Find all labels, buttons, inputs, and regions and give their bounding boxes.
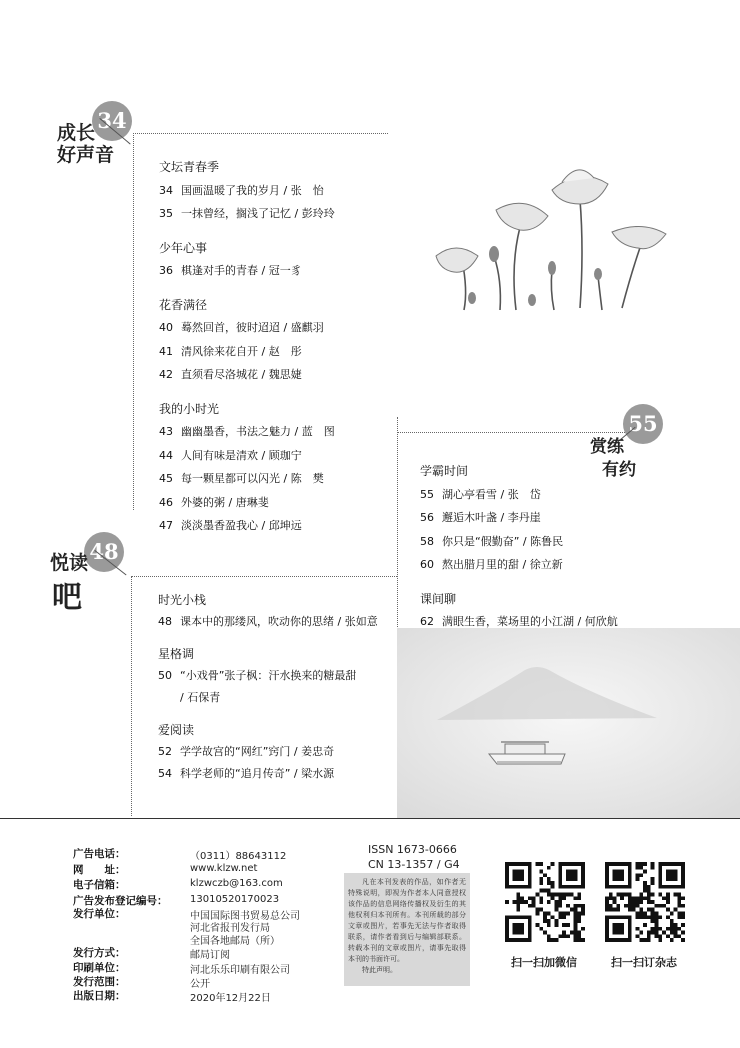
toc-category: 我的小时光 [159,401,220,416]
toc-entry[interactable] [159,182,324,198]
cn-number: CN 13-1357 / G4 [368,858,460,871]
toc-entry-title: 一抹曾经，搁浅了记忆 / 彭玲玲 [181,207,335,220]
toc-page-number: 43 [159,425,173,438]
info-value: www.klzw.net [190,863,258,874]
toc-page-number: 36 [159,264,173,277]
info-value: 全国各地邮局（所） [190,936,280,947]
toc-entry-title: 邂逅木叶盏 / 李丹崖 [442,511,541,524]
toc-entry-title: 蓦然回首，彼时迢迢 / 盛麒羽 [181,321,324,334]
qr-caption-wechat: 扫一扫加微信 [511,956,577,969]
toc-page-number: 34 [159,183,173,197]
toc-page-number: 58 [420,534,434,548]
toc-page-number: 50 [158,669,172,682]
footer-rule [0,818,740,819]
section-title-appreciate-line2: 有约 [602,460,636,480]
toc-entry-title: 每一颗星都可以闪光 / 陈 樊 [181,472,324,485]
copyright-notice-end: 特此声明。 [362,966,397,974]
section-title-appreciate-line1: 赏练 [590,437,624,457]
toc-page-number: 45 [159,472,173,485]
page-badge-growth: 34 [92,101,132,141]
toc-page-number: 54 [158,767,172,780]
toc-category: 爱阅读 [158,723,195,737]
toc-entry[interactable] [159,517,302,533]
page-badge-reading: 48 [84,532,124,572]
toc-entry[interactable] [159,343,302,359]
toc-entry[interactable] [159,470,324,486]
info-label: 发行范围： [73,976,126,988]
toc-entry[interactable] [420,509,541,525]
toc-entry[interactable] [420,486,541,502]
qr-code-subscribe[interactable] [605,862,685,942]
toc-entry[interactable] [420,533,563,549]
toc-entry[interactable] [159,319,324,335]
info-label: 广告发布登记编号： [73,895,168,907]
info-value: 2020年12月22日 [190,993,271,1004]
toc-page-number: 41 [159,344,173,358]
info-value: 中国国际图书贸易总公司 [190,911,300,922]
toc-page-number: 56 [420,511,434,524]
toc-entry-title: 科学老师的“追月传奇” / 梁水源 [180,767,335,780]
toc-entry-title: 外婆的粥 / 唐琳斐 [181,495,269,509]
section-title-reading-line1: 悦读 [50,552,89,574]
issn: ISSN 1673-0666 [368,843,457,856]
info-value: 公开 [190,979,210,990]
toc-entry-title: 满眼生香，菜场里的小江湖 / 何欣航 [442,615,618,628]
toc-entry-title: 淡淡墨香盈我心 / 邱坤远 [181,519,302,532]
toc-category: 课间聊 [420,591,457,606]
toc-entry[interactable] [158,689,220,705]
toc-entry-title: 棋逢对手的青春 / 冠一豸 [181,264,302,277]
toc-entry[interactable] [158,613,378,629]
toc-category: 时光小栈 [158,593,207,607]
toc-page-number: 52 [158,745,172,758]
info-label: 发行单位： [73,908,126,920]
toc-page-number: 35 [159,207,173,220]
info-value: 邮局订阅 [190,950,230,961]
info-label: 发行方式： [73,947,126,959]
toc-entry-title: 课本中的那缕风，吹动你的思绪 / 张如意 [180,615,378,628]
toc-page-number: 55 [420,487,434,501]
toc-entry-title: 直须看尽洛城花 / 魏思婕 [181,368,302,381]
toc-entry-title: 人间有味是清欢 / 顾珈宁 [181,448,302,462]
toc-category: 花香满径 [159,297,208,312]
toc-entry-title: 熬出腊月里的甜 / 徐立新 [442,558,563,571]
info-value: 河北省报刊发行局 [190,923,270,934]
section-title-reading-line2: 吧 [52,580,82,615]
toc-page-number: 42 [159,368,173,381]
toc-entry[interactable] [159,262,302,278]
qr-code-wechat[interactable] [505,862,585,942]
info-value: klzwczb@163.com [190,878,283,889]
toc-entry-title: “小戏骨”张子枫：汗水换来的糖最甜 [180,669,357,682]
toc-entry[interactable] [158,765,334,781]
info-label: 电子信箱： [73,879,126,891]
toc-entry-title: 湖心亭看雪 / 张 岱 [442,487,541,501]
toc-entry-title: 你只是“假勤奋” / 陈鲁民 [442,534,564,548]
toc-category: 星格调 [158,647,195,661]
toc-entry[interactable] [159,205,335,221]
toc-entry[interactable] [159,447,302,463]
info-label: 印刷单位： [73,962,126,974]
toc-page-number: 48 [158,615,172,628]
toc-page-number: 44 [159,448,173,462]
toc-entry-title: 国画温暖了我的岁月 / 张 怡 [181,183,324,197]
toc-page-number: 60 [420,558,434,571]
info-label: 出版日期： [73,990,126,1002]
landscape-photo [397,628,740,818]
toc-entry-title: 清风徐来花自开 / 赵 彤 [181,344,302,358]
info-value: （0311）88643112 [190,851,287,862]
toc-page-number: 40 [159,321,173,334]
copyright-notice: 凡在本刊发表的作品，如作者无特殊说明，即视为作者本人同意授权该作品的信息网络传播权及衍生的其他权利归本刊所有。本刊所载的部分文章或图片，若事先无法与作者取得联系，请作者看到后与编辑部联系。转载本刊的文章或图片，请事先取得本刊的书面许可。 [348,878,466,963]
copyright-notice-box [344,873,470,986]
section-title-growth-line1: 成长 [57,122,96,144]
toc-entry[interactable] [159,423,335,439]
toc-category: 少年心事 [159,240,208,255]
toc-entry-title: 幽幽墨香，书法之魅力 / 蓝 图 [181,425,335,438]
toc-entry[interactable] [158,743,334,759]
toc-entry[interactable] [158,667,356,683]
toc-entry-title: / 石保青 [180,691,221,704]
flower-illustration [432,160,672,320]
toc-category: 学霸时间 [420,464,469,478]
info-value: 河北乐乐印刷有限公司 [190,965,290,976]
section-title-growth-line2: 好声音 [57,144,115,166]
toc-category: 文坛青春季 [159,160,220,174]
toc-entry[interactable] [420,613,618,629]
dotted-rule [131,576,132,816]
toc-entry[interactable] [159,494,269,510]
info-label: 广告电话： [73,848,126,860]
toc-page-number: 46 [159,495,173,509]
page-badge-appreciate: 55 [623,404,663,444]
toc-page-number: 47 [159,519,173,532]
toc-entry[interactable] [159,366,302,382]
dotted-rule [131,576,397,577]
qr-caption-subscribe: 扫一扫订杂志 [611,956,677,969]
toc-entry[interactable] [420,556,563,572]
info-label: 网 址： [73,864,126,876]
dotted-rule [133,133,388,134]
info-value: 13010520170023 [190,894,280,905]
toc-page-number: 62 [420,615,434,628]
toc-entry-title: 学学故宫的“网红”窍门 / 姜忠奇 [180,745,335,758]
dotted-rule [133,133,134,510]
